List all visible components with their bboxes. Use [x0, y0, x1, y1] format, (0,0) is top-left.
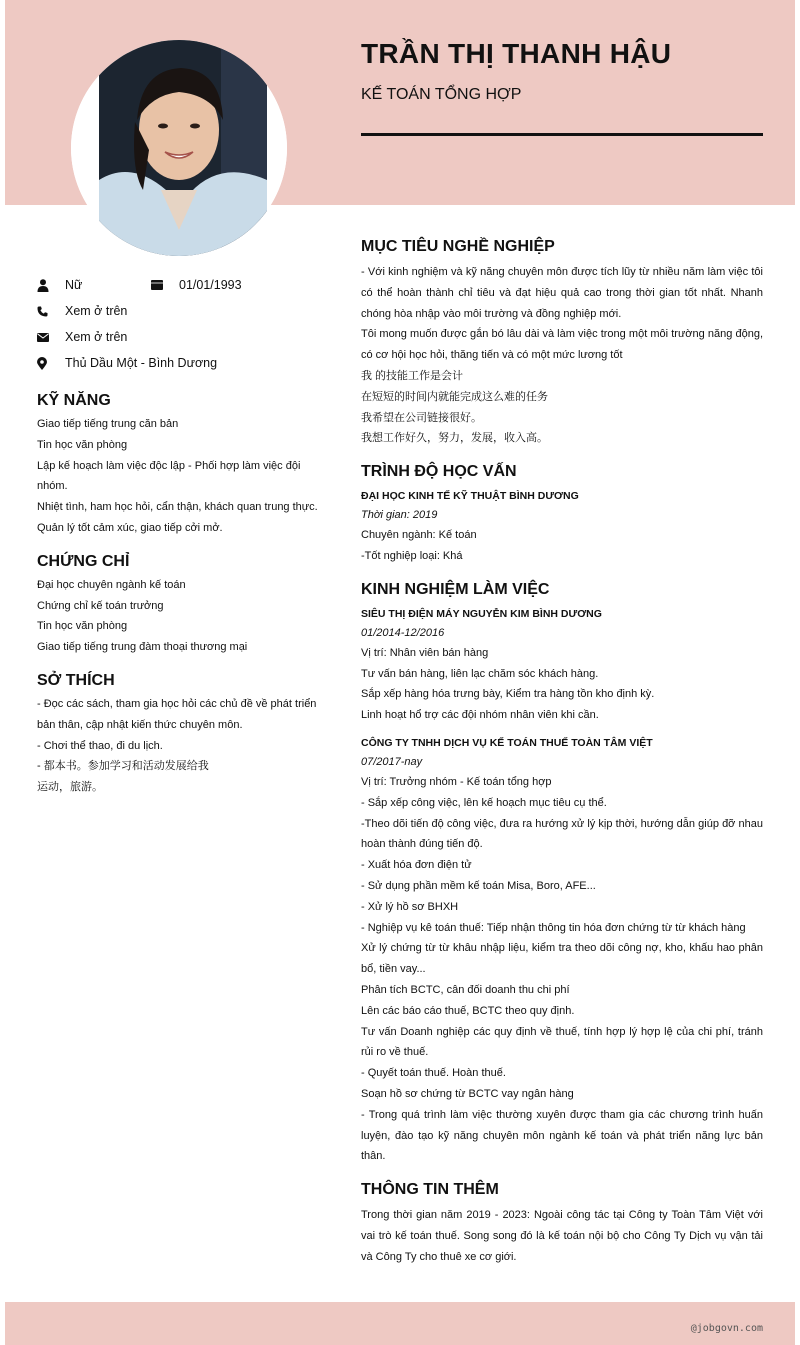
company-name: SIÊU THỊ ĐIỆN MÁY NGUYỄN KIM BÌNH DƯƠNG: [361, 607, 602, 620]
email-value: Xem ở trên: [65, 330, 128, 344]
paragraph: Vị trí: Nhân viên bán hàng: [361, 646, 489, 659]
extra-info-section: [361, 1181, 763, 1267]
objective-heading: MỤC TIÊU NGHỀ NGHIỆP: [361, 238, 555, 255]
skills-heading: KỸ NĂNG: [37, 392, 111, 409]
education-time: Thời gian: 2019: [361, 509, 438, 522]
profile-photo: [71, 40, 287, 256]
paragraph: Soạn hồ sơ chứng từ BCTC vay ngân hàng: [361, 1087, 574, 1100]
paragraph: - Quyết toán thuế. Hoàn thuế.: [361, 1067, 506, 1080]
calendar-icon: [151, 280, 179, 290]
candidate-role: KẾ TOÁN TỔNG HỢP: [361, 86, 522, 103]
footer-credit: @jobgovn.com: [690, 1323, 763, 1334]
list-item: Giao tiếp tiếng trung đàm thoại thương mại: [37, 641, 248, 654]
paragraph: - Trong quá trình làm việc thường xuyên được tham gia các chương trình huấn luyện, đào tạo kỹ năng chuyên môn ngành kế toán và phát triển năng lực bản thân.: [361, 1108, 763, 1163]
info-row-address: [37, 350, 327, 376]
education-heading: TRÌNH ĐỘ HỌC VẤN: [361, 463, 517, 481]
list-item: - Đọc các sách, tham gia học hỏi các chủ đề về phát triển bản thân, cập nhật kiến thức chuyên môn.: [37, 697, 317, 731]
paragraph: Chuyên ngành: Kế toán: [361, 529, 477, 542]
company-name: CÔNG TY TNHH DỊCH VỤ KẾ TOÁN THUẾ TOÀN TÂM VIỆT: [361, 736, 653, 749]
list-item: Lập kế hoạch làm việc độc lập - Phối hợp làm việc đội nhóm.: [37, 459, 301, 493]
gender-value: Nữ: [65, 278, 83, 292]
cv-page: [5, 0, 795, 1345]
paragraph: - Xuất hóa đơn điện tử: [361, 859, 472, 872]
paragraph: 我想工作好久，努力，发展，收入高。: [361, 432, 548, 445]
dob-value: 01/01/1993: [179, 278, 242, 292]
phone-value: Xem ở trên: [65, 304, 128, 318]
hobbies-heading: SỞ THÍCH: [37, 671, 115, 689]
paragraph: 在短短的时间内就能完成这么难的任务: [361, 390, 548, 403]
job-period: 07/2017-nay: [361, 755, 423, 768]
paragraph: Tư vấn Doanh nghiệp các quy định về thuế, tính hợp lý hợp lệ của chi phí, tránh rủi ro về thuế.: [361, 1025, 763, 1059]
list-item: - Chơi thể thao, đi du lịch.: [37, 739, 163, 752]
list-item: Quản lý tốt cảm xúc, giao tiếp cởi mở.: [37, 521, 223, 534]
paragraph: -Theo dõi tiến độ công việc, đưa ra hướng xử lý kịp thời, hướng dẫn giúp đỡ nhau hoàn thành đúng tiến độ.: [361, 817, 763, 851]
paragraph: - Nghiệp vụ kê toán thuế: Tiếp nhận thông tin hóa đơn chứng từ từ khách hàng: [361, 921, 746, 934]
certificates-section: [37, 553, 327, 658]
paragraph: 我希望在公司链接很好。: [361, 411, 482, 424]
address-value: Thủ Dầu Một - Bình Dương: [65, 356, 218, 370]
experience-heading: KINH NGHIỆM LÀM VIỆC: [361, 580, 550, 598]
skills-section: [37, 392, 327, 539]
header-divider: [361, 133, 763, 136]
paragraph: Tư vấn bán hàng, liên lạc chăm sóc khách hàng.: [361, 667, 599, 680]
job-entry: [361, 605, 763, 726]
paragraph: 我 的技能工作是会计: [361, 369, 464, 382]
extra-info-heading: THÔNG TIN THÊM: [361, 1181, 499, 1199]
mail-icon: [37, 333, 65, 342]
experience-section: [361, 581, 763, 1167]
person-icon: [37, 279, 65, 292]
info-row-gender-dob: [37, 272, 327, 298]
paragraph: - Sử dụng phần mềm kế toán Misa, Boro, AFE...: [361, 879, 596, 892]
left-column: [37, 272, 327, 798]
candidate-name: TRẦN THỊ THANH HẬU: [361, 38, 672, 69]
paragraph: Tôi mong muốn được gắn bó lâu dài và làm việc trong một môi trường năng động, có cơ hội học hỏi, thăng tiến và có một mức lương tốt: [361, 328, 763, 362]
list-item: Đại học chuyên ngành kế toán: [37, 578, 186, 591]
list-item: Tin học văn phòng: [37, 620, 128, 633]
list-item: Chứng chỉ kế toán trưởng: [37, 599, 164, 612]
paragraph: Xử lý chứng từ từ khâu nhập liệu, kiểm tra theo dõi công nợ, kho, khấu hao phân bổ, tiền vay...: [361, 942, 763, 976]
job-entry: [361, 734, 763, 1167]
info-row-email: [37, 324, 327, 350]
paragraph: Trong thời gian năm 2019 - 2023: Ngoài công tác tại Công ty Toàn Tâm Việt với vai trò kế toán thuế. Song song đó là kế toán nội bộ cho Công Ty Dịch vụ vận tải và Công Ty cho thuê xe cơ giới.: [361, 1209, 763, 1263]
objective-section: [361, 238, 763, 449]
right-column: [361, 238, 763, 1281]
list-item: Nhiệt tình, ham học hỏi, cẩn thận, khách quan trung thực.: [37, 501, 318, 514]
school-name: ĐẠI HỌC KINH TẾ KỸ THUẬT BÌNH DƯƠNG: [361, 490, 579, 503]
paragraph: Lên các báo cáo thuế, BCTC theo quy định.: [361, 1004, 575, 1017]
paragraph: - Với kinh nghiệm và kỹ năng chuyên môn được tích lũy từ nhiều năm làm việc tôi có thể hoàn thành chỉ tiêu và đạt hiệu quả cao trong thời gian tốt nhất. Nhanh chóng hòa nhập vào môi trường và đồng nghiệp mới.: [361, 266, 763, 320]
location-pin-icon: [37, 357, 65, 370]
list-item: - 都本书。参加学习和活动发展给我: [37, 760, 209, 773]
paragraph: Linh hoạt hổ trợ các đội nhóm nhân viên khi cần.: [361, 709, 599, 722]
hobbies-section: [37, 672, 327, 798]
list-item: 运动，旅游。: [37, 781, 103, 794]
list-item: Tin học văn phòng: [37, 438, 128, 451]
footer-band: [5, 1302, 795, 1345]
paragraph: -Tốt nghiệp loại: Khá: [361, 549, 463, 562]
info-row-phone: [37, 298, 327, 324]
job-period: 01/2014-12/2016: [361, 626, 445, 639]
paragraph: - Xử lý hồ sơ BHXH: [361, 900, 459, 913]
education-section: [361, 463, 763, 567]
paragraph: Phân tích BCTC, cân đối doanh thu chi phí: [361, 983, 570, 996]
certificates-heading: CHỨNG CHỈ: [37, 552, 130, 570]
paragraph: Vị trí: Trưởng nhóm - Kế toán tổng hợp: [361, 775, 552, 788]
paragraph: - Sắp xếp công việc, lên kế hoạch mục tiêu cụ thể.: [361, 796, 607, 809]
phone-icon: [37, 306, 65, 317]
list-item: Giao tiếp tiếng trung căn bản: [37, 418, 179, 430]
paragraph: Sắp xếp hàng hóa trưng bày, Kiểm tra hàng tồn kho định kỳ.: [361, 688, 655, 701]
